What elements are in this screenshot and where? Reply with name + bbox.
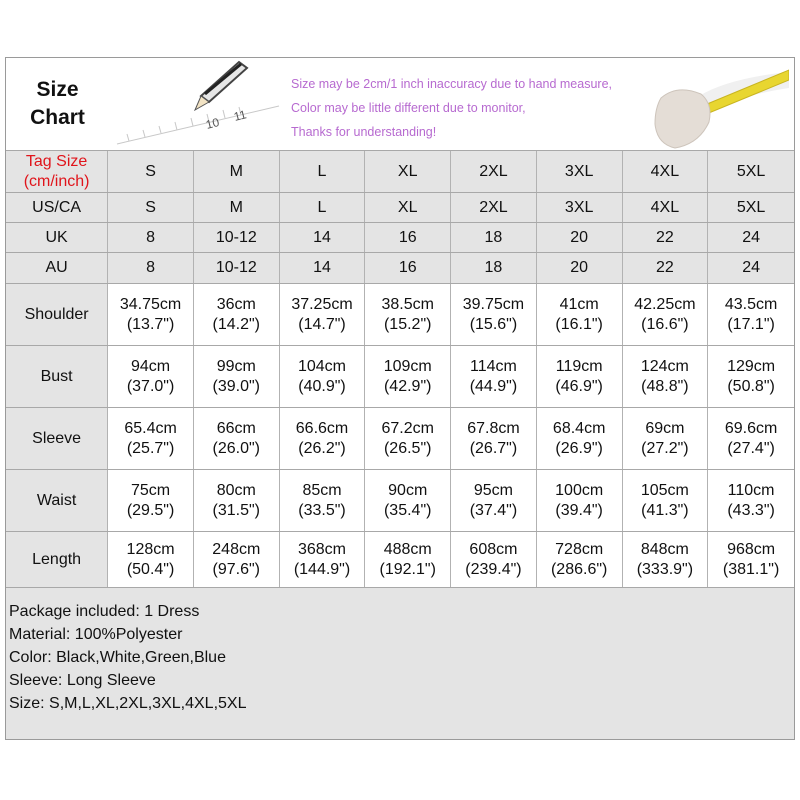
table-cell: 2XL xyxy=(451,193,537,222)
inch-value: (41.3") xyxy=(641,501,689,519)
table-cell xyxy=(365,532,451,587)
table-cell: 16 xyxy=(365,253,451,283)
cm-value: 109cm xyxy=(383,357,432,375)
cm-value: 75cm xyxy=(131,481,171,499)
inch-value: (50.4") xyxy=(126,560,175,578)
cm-value: 41cm xyxy=(559,295,599,313)
row-label: Waist xyxy=(6,470,108,531)
inch-value: (39.4") xyxy=(555,501,603,519)
cm-value: 67.8cm xyxy=(467,419,520,437)
tag-size-m: M xyxy=(194,151,280,192)
cm-value: 67.2cm xyxy=(381,419,434,437)
inch-value: (37.0") xyxy=(126,377,175,395)
inch-value: (46.9") xyxy=(555,377,603,395)
tag-size-xl: XL xyxy=(365,151,451,192)
tag-size-l: L xyxy=(280,151,366,192)
table-cell: S xyxy=(108,193,194,222)
cm-value: 38.5cm xyxy=(381,295,434,313)
note-line-3: Thanks for understanding! xyxy=(291,125,437,139)
inch-value: (144.9") xyxy=(293,560,351,578)
table-cell: 14 xyxy=(280,253,366,283)
table-cell: 20 xyxy=(537,223,623,252)
table-cell xyxy=(623,470,709,531)
inch-value: (35.4") xyxy=(383,501,432,519)
table-cell xyxy=(537,470,623,531)
inch-value: (31.5") xyxy=(212,501,261,519)
table-cell: L xyxy=(280,193,366,222)
table-cell xyxy=(623,346,709,407)
table-cell xyxy=(537,346,623,407)
row-label: Length xyxy=(6,532,108,587)
table-cell xyxy=(365,346,451,407)
hand-icon xyxy=(655,90,710,148)
inch-value: (27.4") xyxy=(727,439,775,457)
bust-row xyxy=(6,346,794,408)
inch-value: (40.9") xyxy=(298,377,346,395)
inch-value: (16.6") xyxy=(641,315,689,333)
table-cell: 10-12 xyxy=(194,253,280,283)
inch-value: (26.7") xyxy=(469,439,518,457)
table-cell xyxy=(194,284,280,345)
table-cell xyxy=(451,408,537,469)
inch-value: (13.7") xyxy=(126,315,175,333)
cm-value: 104cm xyxy=(297,357,347,375)
cm-value: 110cm xyxy=(727,481,775,499)
cm-value: 80cm xyxy=(216,481,256,499)
material: Material: 100%Polyester xyxy=(9,626,183,643)
table-cell xyxy=(280,408,366,469)
table-cell xyxy=(108,532,194,587)
inch-value: (33.5") xyxy=(298,501,346,519)
inch-value: (27.2") xyxy=(641,439,689,457)
inch-value: (14.7") xyxy=(298,315,346,333)
inch-value: (26.2") xyxy=(298,439,346,457)
table-cell xyxy=(280,470,366,531)
row-label: Shoulder xyxy=(6,284,108,345)
table-cell xyxy=(365,408,451,469)
table-cell: 4XL xyxy=(623,193,709,222)
cm-value: 37.25cm xyxy=(291,295,353,313)
tag-size-3xl: 3XL xyxy=(537,151,623,192)
table-cell xyxy=(451,470,537,531)
inch-value: (43.3") xyxy=(727,501,775,519)
inch-value: (25.7") xyxy=(126,439,175,457)
tag-size-label xyxy=(6,151,108,192)
measure-notes xyxy=(291,72,612,144)
table-cell xyxy=(623,408,709,469)
table-cell xyxy=(451,284,537,345)
inch-value: (15.2") xyxy=(383,315,432,333)
waist-row xyxy=(6,470,794,532)
inch-value: (16.1") xyxy=(555,315,603,333)
sleeve-type: Sleeve: Long Sleeve xyxy=(9,672,156,689)
tag-size-s: S xyxy=(108,151,194,192)
table-cell xyxy=(537,284,623,345)
row-label: Bust xyxy=(6,346,108,407)
row-label: Sleeve xyxy=(6,408,108,469)
table-cell: 14 xyxy=(280,223,366,252)
title-line-1: Size xyxy=(36,78,79,101)
cm-value: 368cm xyxy=(297,540,347,558)
measuring-tape-hand-illustration xyxy=(639,58,789,151)
cm-value: 968cm xyxy=(727,540,776,558)
cm-value: 66cm xyxy=(216,419,256,437)
inch-value: (26.5") xyxy=(383,439,432,457)
table-cell xyxy=(623,284,709,345)
inch-value: (29.5") xyxy=(126,501,175,519)
inch-value: (44.9") xyxy=(469,377,518,395)
table-cell xyxy=(108,346,194,407)
inch-value: (333.9") xyxy=(636,560,694,578)
shoulder-row xyxy=(6,284,794,346)
cm-value: 608cm xyxy=(469,540,518,558)
ruler-number-10: 10 xyxy=(204,115,221,132)
table-cell xyxy=(194,346,280,407)
cm-value: 85cm xyxy=(302,481,342,499)
title-line-2: Chart xyxy=(30,106,85,129)
table-cell: 16 xyxy=(365,223,451,252)
cm-value: 119cm xyxy=(555,357,603,375)
cm-value: 42.25cm xyxy=(634,295,696,313)
cm-value: 43.5cm xyxy=(724,295,778,313)
table-cell xyxy=(194,532,280,587)
au-row xyxy=(6,253,794,284)
cm-value: 728cm xyxy=(555,540,604,558)
table-cell: 24 xyxy=(742,228,760,246)
table-cell xyxy=(708,408,794,469)
size-chart-table xyxy=(5,57,795,740)
inch-value: (26.0") xyxy=(212,439,261,457)
table-cell xyxy=(194,470,280,531)
inch-value: (381.1") xyxy=(722,560,780,578)
inch-value: (26.9") xyxy=(555,439,603,457)
table-cell: 22 xyxy=(623,253,709,283)
inch-value: (14.2") xyxy=(212,315,261,333)
table-cell xyxy=(451,346,537,407)
table-cell xyxy=(108,408,194,469)
cm-value: 95cm xyxy=(473,481,513,499)
table-cell xyxy=(708,470,794,531)
cm-value: 99cm xyxy=(216,357,256,375)
inch-value: (48.8") xyxy=(641,377,689,395)
tag-size-4xl: 4XL xyxy=(623,151,709,192)
inch-value: (97.6") xyxy=(212,560,261,578)
cm-value: 69.6cm xyxy=(724,419,778,437)
table-cell xyxy=(365,284,451,345)
inch-value: (239.4") xyxy=(465,560,522,578)
inch-value: (17.1") xyxy=(727,315,775,333)
table-cell: 18 xyxy=(451,253,537,283)
table-cell xyxy=(708,284,794,345)
inch-value: (37.4") xyxy=(469,501,518,519)
table-cell: 8 xyxy=(108,223,194,252)
cm-value: 90cm xyxy=(388,481,428,499)
us-ca-row xyxy=(6,193,794,223)
table-cell: 10-12 xyxy=(194,223,280,252)
cm-value: 69cm xyxy=(645,419,685,437)
table-cell xyxy=(537,408,623,469)
table-cell xyxy=(537,532,623,587)
cm-value: 100cm xyxy=(555,481,604,499)
color-options: Color: Black,White,Green,Blue xyxy=(9,649,226,666)
table-cell xyxy=(194,408,280,469)
cm-value: 65.4cm xyxy=(124,419,177,437)
package-included: Package included: 1 Dress xyxy=(9,603,200,620)
size-chart-title xyxy=(6,58,109,150)
cm-value: 488cm xyxy=(383,540,432,558)
row-label: US/CA xyxy=(6,193,108,222)
size-options: Size: S,M,L,XL,2XL,3XL,4XL,5XL xyxy=(9,695,247,712)
uk-row xyxy=(6,223,794,253)
table-cell: 5XL xyxy=(736,198,766,216)
row-label: AU xyxy=(6,253,108,283)
table-cell xyxy=(280,532,366,587)
tag-size-label-line-1: Tag Size xyxy=(25,152,88,170)
length-row xyxy=(6,532,794,588)
cm-value: 848cm xyxy=(640,540,689,558)
cm-value: 124cm xyxy=(640,357,689,375)
cm-value: 128cm xyxy=(126,540,175,558)
cm-value: 105cm xyxy=(640,481,689,499)
inch-value: (15.6") xyxy=(469,315,518,333)
inch-value: (192.1") xyxy=(379,560,436,578)
inch-value: (42.9") xyxy=(383,377,432,395)
table-cell xyxy=(623,532,709,587)
table-cell xyxy=(708,346,794,407)
row-label: UK xyxy=(6,223,108,252)
table-cell: 24 xyxy=(742,259,760,276)
table-cell xyxy=(108,470,194,531)
cm-value: 68.4cm xyxy=(552,419,606,437)
note-line-1: Size may be 2cm/1 inch inaccuracy due to hand measure, xyxy=(291,77,613,91)
table-cell: 8 xyxy=(108,253,194,283)
cm-value: 36cm xyxy=(216,295,256,313)
table-cell xyxy=(108,284,194,345)
cm-value: 114cm xyxy=(470,357,517,375)
note-line-2: Color may be little different due to monitor, xyxy=(291,101,526,115)
tag-size-2xl: 2XL xyxy=(451,151,537,192)
cm-value: 94cm xyxy=(131,357,171,375)
tag-size-5xl: 5XL xyxy=(736,162,766,180)
table-cell: 18 xyxy=(451,223,537,252)
table-cell xyxy=(365,470,451,531)
cm-value: 248cm xyxy=(212,540,261,558)
tag-size-row xyxy=(6,151,794,193)
table-cell: 20 xyxy=(537,253,623,283)
table-cell xyxy=(280,284,366,345)
measure-note-banner xyxy=(109,58,794,151)
cm-value: 129cm xyxy=(727,357,776,375)
tag-size-label-line-2: (cm/inch) xyxy=(23,172,90,190)
ruler-number-11: 11 xyxy=(232,107,248,124)
sleeve-row xyxy=(6,408,794,470)
cm-value: 34.75cm xyxy=(119,295,182,313)
inch-value: (50.8") xyxy=(727,377,775,395)
table-cell xyxy=(451,532,537,587)
cm-value: 66.6cm xyxy=(295,419,349,437)
table-cell: M xyxy=(194,193,280,222)
table-cell: 3XL xyxy=(537,193,623,222)
table-cell xyxy=(280,346,366,407)
inch-value: (39.0") xyxy=(212,377,261,395)
table-cell: 22 xyxy=(623,223,709,252)
inch-value: (286.6") xyxy=(550,560,608,578)
package-info xyxy=(6,588,794,739)
cm-value: 39.75cm xyxy=(462,295,525,313)
table-cell: XL xyxy=(365,193,451,222)
table-cell xyxy=(708,532,794,587)
